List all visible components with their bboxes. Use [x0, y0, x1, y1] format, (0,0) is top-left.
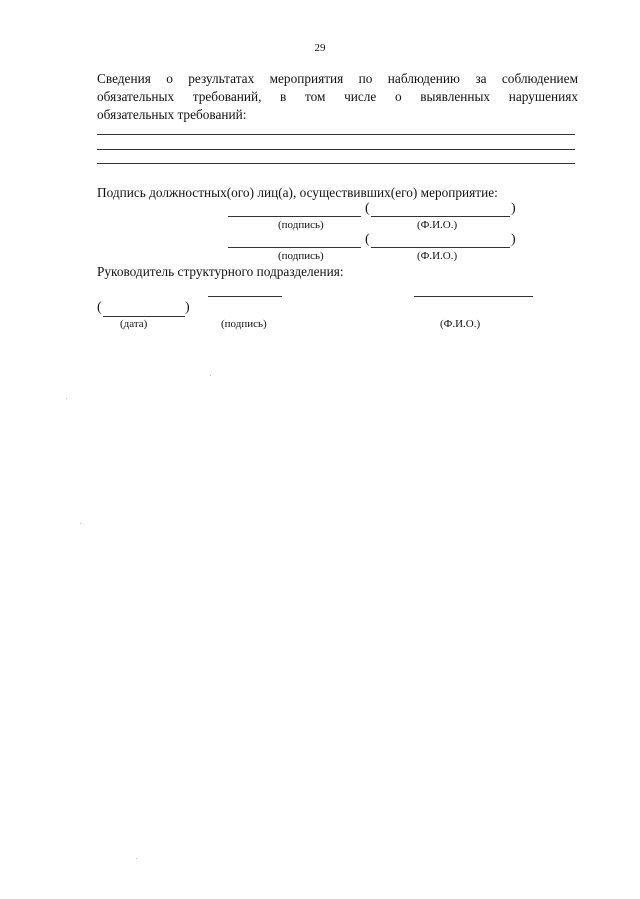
scan-speck — [210, 375, 211, 376]
results-fill-line-1[interactable] — [97, 134, 575, 135]
paragraph-line-1: Сведения о результатах мероприятия по наблюдению за соблюдением — [97, 71, 578, 86]
scan-speck — [66, 398, 67, 399]
date-close-paren: ) — [185, 300, 190, 315]
official-2-name-caption: (Ф.И.О.) — [417, 250, 458, 262]
official-2-close-paren: ) — [511, 232, 516, 247]
official-2-signature-caption: (подпись) — [278, 250, 324, 262]
official-1-close-paren: ) — [511, 201, 516, 216]
date-open-paren: ( — [97, 300, 102, 315]
official-1-name-line[interactable] — [371, 216, 510, 217]
official-1-open-paren: ( — [365, 201, 370, 216]
scan-speck — [80, 523, 81, 524]
official-2-signature-line[interactable] — [228, 247, 361, 248]
official-2-open-paren: ( — [365, 232, 370, 247]
official-1-signature-caption: (подпись) — [278, 219, 324, 231]
date-fill-line[interactable] — [103, 316, 185, 317]
results-fill-line-2[interactable] — [97, 149, 575, 150]
page-number: 29 — [314, 42, 326, 54]
official-2-name-line[interactable] — [371, 247, 510, 248]
official-1-signature-line[interactable] — [228, 216, 361, 217]
results-fill-line-3[interactable] — [97, 163, 575, 164]
head-label: Руководитель структурного подразделения: — [97, 264, 344, 279]
date-caption: (дата) — [120, 318, 148, 330]
head-signature-line[interactable] — [208, 296, 282, 297]
paragraph-line-3: обязательных требований: — [97, 107, 247, 122]
signature-heading: Подпись должностных(ого) лиц(а), осуществивших(его) мероприятие: — [97, 185, 498, 200]
official-1-name-caption: (Ф.И.О.) — [417, 219, 458, 231]
head-name-caption: (Ф.И.О.) — [440, 318, 481, 330]
paragraph-line-2: обязательных требований, в том числе о выявленных нарушениях — [97, 89, 578, 104]
scan-speck — [136, 858, 137, 859]
head-name-line[interactable] — [414, 296, 533, 297]
head-signature-caption: (подпись) — [221, 318, 267, 330]
results-paragraph — [97, 70, 578, 124]
